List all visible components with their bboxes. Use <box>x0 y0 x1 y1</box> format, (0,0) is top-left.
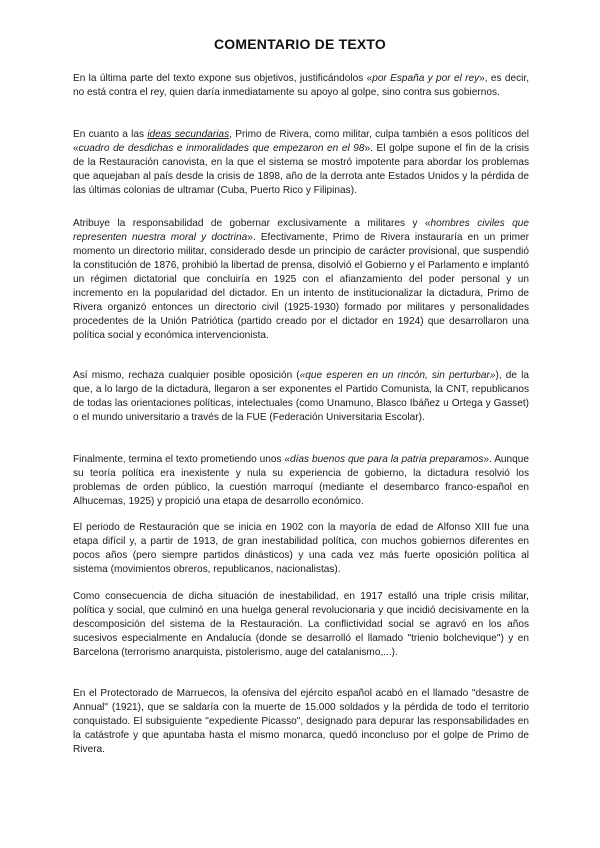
text: », es decir, no está contra el rey, quien daría inmediatamente su apoyo al golpe, sino contra sus gobiernos. <box>73 73 530 98</box>
paragraph-1917-crisis <box>73 590 529 660</box>
text: Finalmente, termina el texto prometiendo unos « <box>73 454 290 465</box>
text: ». Efectivamente, Primo de Rivera instauraría en un primer momento un directorio militar, considerado desde un principio de carácter provisional, que suspendió la constitución de 1876, prohibió la libertad de prensa, disolvió el Gobierno y el Parlamento e implantó un régimen dictatorial que concluiría en 1925 con el afianzamiento del poder personal y un incremento en la popularidad del dictador. En un intento de institucionalizar la dictadura, Primo de Rivera organizó entonces un directorio civil (1925-1930) formado por militares y personalidades procedentes de la Unión Patriótica (partido creado por el dictador en 1924) que desarrollaron una política social y económica intervencionista. <box>73 232 529 341</box>
quote: hombres civiles que representen nuestra moral y doctrina <box>73 218 529 243</box>
text: ». Aunque su teoría política era inexistente y nula su experiencia de gobierno, la dictadura resolvió los problemas de orden público, la cuestión marroquí (mediante el desembarco franco-español en Alhucemas, 1925) y propició una etapa de desarrollo económico. <box>73 454 530 507</box>
paragraph-military-government <box>73 217 529 343</box>
quote: días buenos que para la patria preparamos <box>290 454 484 465</box>
text: ), de la que, a lo largo de la dictadura, llegaron a ser exponentes el Partido Comunista, la CNT, republicanos de todas las orientaciones políticas, intelectuales (como Unamuno, Blasco Ibáñez u Ortega y Gasset) o el mundo universitario a través de la FUE (Federación Universitaria Escolar). <box>73 370 529 423</box>
text: El periodo de Restauración que se inicia en 1902 con la mayoría de edad de Alfonso XIII fue una etapa difícil y, a partir de 1913, de gran inestabilidad política, con muchos gobiernos diferentes en pocos años (pero siempre partidos dinásticos) y una cada vez más fuerte oposición política al sistema (movimientos obreros, republicanos, nacionalistas). <box>73 522 529 575</box>
paragraph-secondary-ideas <box>73 128 529 198</box>
page-title: COMENTARIO DE TEXTO <box>213 36 387 52</box>
quote: «que esperen en un rincón, sin perturbar» <box>299 370 496 381</box>
paragraph-opposition <box>73 369 529 425</box>
text: Como consecuencia de dicha situación de inestabilidad, en 1917 estalló una triple crisis militar, política y social, que culminó en una huelga general revolucionaria y que incidió decisivamente en la descomposición del sistema de la Restauración. La conflictividad social se agravó en los años sucesivos especialmente en Andalucía (donde se desarrolló el llamado "trienio bolchevique") y en Barcelona (terrorismo anarquista, pistolerismo, auge del catalanismo,...). <box>73 591 529 658</box>
text: ». El golpe supone el fin de la crisis de la Restauración canovista, en la que el sistema se mostró impotente para abordar los problemas que aquejaban al país desde la crisis de 1898, año de la derrota ante Estados Unidos y la pérdida de las últimas colonias de ultramar (Cuba, Puerto Rico y Filipinas). <box>73 143 529 196</box>
text: , Primo de Rivera, como militar, culpa también a esos políticos del « <box>73 129 529 154</box>
underlined-heading: ideas secundarias <box>147 129 230 140</box>
paragraph-morocco <box>73 687 529 757</box>
text: En cuanto a las <box>73 129 148 140</box>
paragraph-objectives <box>73 72 529 100</box>
text: En la última parte del texto expone sus objetivos, justificándolos « <box>73 73 373 84</box>
text: Así mismo, rechaza cualquier posible oposición ( <box>73 370 300 381</box>
quote: cuadro de desdichas e inmoralidades que empezaron en el 98 <box>78 143 365 154</box>
paragraph-conclusion <box>73 453 529 509</box>
text: Atribuye la responsabilidad de gobernar exclusivamente a militares y « <box>73 218 431 229</box>
paragraph-restoration-period <box>73 521 529 577</box>
quote: por España y por el rey <box>372 73 480 84</box>
text: En el Protectorado de Marruecos, la ofensiva del ejército español acabó en el llamado "desastre de Annual" (1921), que se saldaría con la muerte de 15.000 soldados y la pérdida de todo el territorio conquistado. El subsiguiente "expediente Picasso", designado para depurar las responsabilidades en la catástrofe y que apuntaba hasta el mismo monarca, quedó inconcluso por el golpe de Primo de Rivera. <box>73 688 529 755</box>
